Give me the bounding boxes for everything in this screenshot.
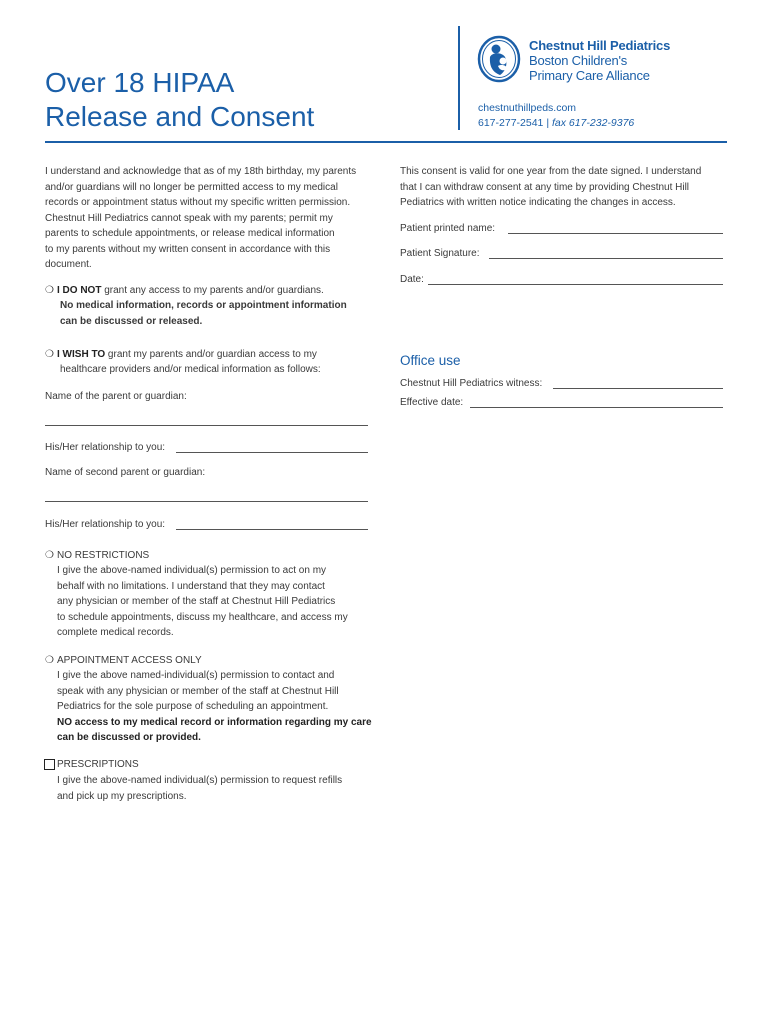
no-restrictions-line: complete medical records. xyxy=(57,627,174,638)
patient-signature-field[interactable] xyxy=(489,258,723,259)
page-title xyxy=(45,66,375,134)
header-horizontal-divider xyxy=(45,141,727,143)
no-restrictions-option[interactable] xyxy=(45,548,149,564)
effective-date-label: Effective date: xyxy=(400,397,464,408)
intro-line: I understand and acknowledge that as of my 18th birthday, my parents xyxy=(45,166,357,177)
radio-circle-icon[interactable]: ❍ xyxy=(45,349,54,360)
phone-number: 617-277-2541 xyxy=(478,117,544,129)
radio-circle-icon[interactable]: ❍ xyxy=(45,655,54,666)
brand-name: Chestnut Hill Pediatrics xyxy=(529,38,671,53)
intro-line: and/or guardians will no longer be permitted access to my medical xyxy=(45,181,338,193)
validity-line: Pediatrics with written notice indicating the changes in access. xyxy=(400,197,676,208)
do-not-note-line: No medical information, records or appointment information xyxy=(60,300,347,311)
patient-signature-label: Patient Signature: xyxy=(400,248,480,259)
appointment-only-line: I give the above named-individual(s) permission to contact and xyxy=(57,670,335,681)
parent2-label: Name of second parent or guardian: xyxy=(45,467,206,478)
no-restrictions-line: any physician or member of the staff at Chestnut Hill Pediatrics xyxy=(57,596,336,607)
relationship1-field[interactable] xyxy=(176,452,368,453)
intro-line: records or appointment status without my specific written permission. xyxy=(45,197,351,208)
validity-line: This consent is valid for one year from the date signed. I understand xyxy=(400,166,702,177)
appointment-only-bold-line: NO access to my medical record or information regarding my care xyxy=(57,716,372,728)
prescriptions-line: and pick up my prescriptions. xyxy=(57,790,187,802)
no-restrictions-label: NO RESTRICTIONS xyxy=(57,550,150,561)
appointment-only-line: Pediatrics for the sole purpose of scheduling an appointment. xyxy=(57,701,329,712)
prescriptions-checkbox[interactable] xyxy=(44,759,55,770)
prescriptions-label: PRESCRIPTIONS xyxy=(57,759,139,770)
intro-line: Chestnut Hill Pediatrics cannot speak with my parents; permit my xyxy=(45,212,333,224)
intro-line: parents to schedule appointments, or release medical information xyxy=(45,228,335,239)
no-restrictions-description xyxy=(57,563,348,641)
appointment-only-description xyxy=(57,668,372,746)
do-not-option[interactable] xyxy=(45,283,324,299)
validity-paragraph xyxy=(400,164,701,211)
appointment-only-bold-line: can be discussed or provided. xyxy=(57,732,201,743)
contact-block xyxy=(478,101,634,131)
website-link[interactable]: chestnuthillpeds.com xyxy=(478,102,577,114)
no-restrictions-line: I give the above-named individual(s) permission to act on my xyxy=(57,565,327,576)
prescriptions-option xyxy=(57,757,139,773)
relationship2-label: His/Her relationship to you: xyxy=(45,519,166,530)
brand-block xyxy=(529,38,670,83)
witness-label: Chestnut Hill Pediatrics witness: xyxy=(400,378,543,389)
brand-sub-2: Primary Care Alliance xyxy=(529,68,650,83)
appointment-only-option[interactable] xyxy=(45,653,202,669)
brand-sub-1: Boston Children's xyxy=(529,53,628,68)
intro-line: to my parents without my written consent in accordance with this xyxy=(45,243,331,255)
appointment-only-line: speak with any physician or member of the staff at Chestnut Hill xyxy=(57,685,339,697)
wish-to-option[interactable] xyxy=(45,347,317,363)
date-label: Date: xyxy=(400,274,424,285)
office-use-heading: Office use xyxy=(400,353,461,368)
wish-to-line: healthcare providers and/or medical information as follows: xyxy=(60,364,321,375)
relationship1-label: His/Her relationship to you: xyxy=(45,442,166,453)
patient-name-label: Patient printed name: xyxy=(400,223,496,234)
do-not-text: grant any access to my parents and/or guardians. xyxy=(101,285,324,296)
do-not-label: I DO NOT xyxy=(57,285,102,296)
radio-circle-icon[interactable]: ❍ xyxy=(45,285,54,296)
relationship2-field[interactable] xyxy=(176,529,368,530)
parent2-name-field[interactable] xyxy=(45,501,368,502)
title-line-2: Release and Consent xyxy=(45,101,315,132)
wish-to-text: grant my parents and/or guardian access to my xyxy=(105,349,317,360)
do-not-note xyxy=(60,298,347,329)
parent1-label: Name of the parent or guardian: xyxy=(45,391,187,402)
intro-line: document. xyxy=(45,259,92,270)
appointment-only-label: APPOINTMENT ACCESS ONLY xyxy=(57,655,202,666)
prescriptions-description xyxy=(57,773,342,804)
do-not-note-line: can be discussed or released. xyxy=(60,315,203,327)
effective-date-field[interactable] xyxy=(470,407,723,408)
patient-name-field[interactable] xyxy=(508,233,723,234)
wish-to-continuation xyxy=(60,362,321,378)
validity-line: that I can withdraw consent at any time by providing Chestnut Hill xyxy=(400,181,690,193)
radio-circle-icon[interactable]: ❍ xyxy=(45,550,54,561)
no-restrictions-line: to schedule appointments, discuss my healthcare, and access my xyxy=(57,611,348,623)
no-restrictions-line: behalf with no limitations. I understand that they may contact xyxy=(57,580,325,592)
parent1-name-field[interactable] xyxy=(45,425,368,426)
header-vertical-divider xyxy=(458,26,460,130)
intro-paragraph xyxy=(45,164,356,273)
witness-field[interactable] xyxy=(553,388,723,389)
prescriptions-line: I give the above-named individual(s) permission to request refills xyxy=(57,775,343,786)
phone-fax-line xyxy=(478,116,634,131)
date-field[interactable] xyxy=(428,284,723,285)
wish-to-label: I WISH TO xyxy=(57,349,106,360)
mother-child-logo-icon xyxy=(476,35,522,83)
fax-number: | fax 617-232-9376 xyxy=(543,117,635,129)
title-line-1: Over 18 HIPAA xyxy=(45,67,235,98)
